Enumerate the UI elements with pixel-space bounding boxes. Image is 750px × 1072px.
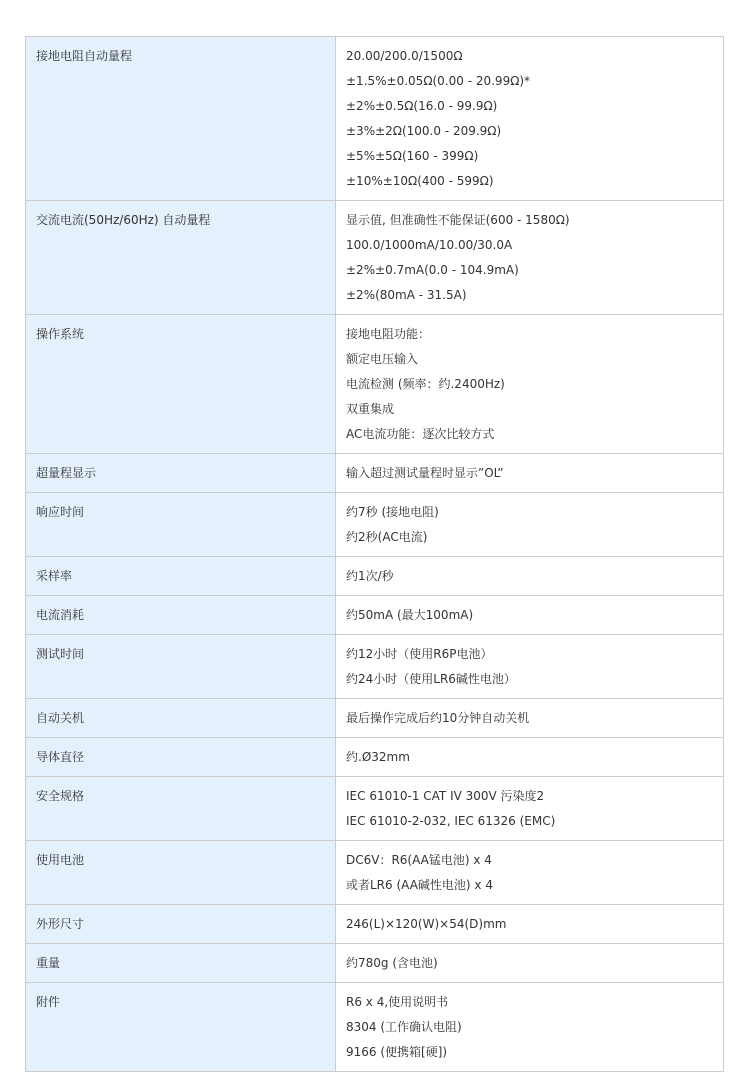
row-label-text: 附件 [36,995,61,1009]
row-value [336,201,724,315]
value-line: IEC 61010-1 CAT IV 300V 污染度2 [346,789,545,803]
row-value [336,493,724,557]
table-row [26,777,724,841]
value-line: ±10%±10Ω(400 - 599Ω) [346,174,494,188]
value-line: 约7秒 (接地电阻) [346,505,439,519]
value-line: 输入超过测试量程时显示”OL” [346,466,504,480]
row-label [26,777,336,841]
value-line: 20.00/200.0/1500Ω [346,49,463,63]
row-label-text: 测试时间 [36,647,85,661]
row-value [336,37,724,201]
spec-table [25,36,724,1072]
row-value [336,557,724,596]
row-label-text: 超量程显示 [36,466,97,480]
value-line: 接地电阻功能： [346,327,431,341]
value-line: 9166 (便携箱[硬]) [346,1045,448,1059]
row-label [26,315,336,454]
row-label-text: 响应时间 [36,505,85,519]
row-value [336,699,724,738]
row-label [26,944,336,983]
value-line: IEC 61010-2-032, IEC 61326 (EMC) [346,814,556,828]
row-label [26,557,336,596]
value-line: 约2秒(AC电流) [346,530,428,544]
value-line: ±3%±2Ω(100.0 - 209.9Ω) [346,124,502,138]
row-label-text: 安全规格 [36,789,85,803]
row-label-text: 使用电池 [36,853,85,867]
row-value [336,983,724,1072]
row-label [26,699,336,738]
row-label-text: 操作系统 [36,327,85,341]
row-label-text: 导体直径 [36,750,85,764]
value-line: 约24小时（使用LR6碱性电池） [346,672,516,686]
row-value [336,635,724,699]
value-line: 100.0/1000mA/10.00/30.0A [346,238,513,252]
value-line: 约780g (含电池) [346,956,438,970]
value-line: 246(L)×120(W)×54(D)mm [346,917,507,931]
row-label-text: 交流电流(50Hz/60Hz) 自动量程 [36,213,211,227]
value-line: ±2%±0.5Ω(16.0 - 99.9Ω) [346,99,498,113]
row-label [26,37,336,201]
row-label-text: 接地电阻自动量程 [36,49,133,63]
value-line: 显示值, 但准确性不能保证(600 - 1580Ω) [346,213,570,227]
value-line: 额定电压输入 [346,352,419,366]
table-row [26,493,724,557]
table-row [26,37,724,201]
row-label [26,201,336,315]
table-row [26,944,724,983]
value-line: DC6V：R6(AA锰电池) x 4 [346,853,492,867]
row-value [336,454,724,493]
row-value [336,315,724,454]
table-row [26,596,724,635]
row-label-text: 采样率 [36,569,73,583]
value-line: 约1次/秒 [346,569,394,583]
table-row [26,315,724,454]
table-row [26,841,724,905]
table-row [26,738,724,777]
value-line: 最后操作完成后约10分钟自动关机 [346,711,530,725]
spec-table-body [26,37,724,1072]
value-line: ±1.5%±0.05Ω(0.00 - 20.99Ω)* [346,74,531,88]
row-label [26,983,336,1072]
table-row [26,635,724,699]
value-line: 或者LR6 (AA碱性电池) x 4 [346,878,493,892]
table-row [26,699,724,738]
row-value [336,738,724,777]
table-row [26,983,724,1072]
value-line: AC电流功能：逐次比较方式 [346,427,495,441]
value-line: ±5%±5Ω(160 - 399Ω) [346,149,479,163]
value-line: 8304 (工作确认电阻) [346,1020,462,1034]
row-value [336,944,724,983]
value-line: 约.Ø32mm [346,750,410,764]
row-label-text: 重量 [36,956,61,970]
row-value [336,905,724,944]
row-label [26,738,336,777]
table-row [26,201,724,315]
table-row [26,905,724,944]
row-value [336,777,724,841]
row-label [26,454,336,493]
row-value [336,841,724,905]
row-label [26,841,336,905]
table-row [26,454,724,493]
value-line: 电流检测 (频率：约.2400Hz) [346,377,505,391]
row-label-text: 外形尺寸 [36,917,85,931]
value-line: 约50mA (最大100mA) [346,608,474,622]
row-label [26,493,336,557]
row-label-text: 自动关机 [36,711,85,725]
row-label-text: 电流消耗 [36,608,85,622]
row-value [336,596,724,635]
value-line: R6 x 4,使用说明书 [346,995,449,1009]
value-line: ±2%(80mA - 31.5A) [346,288,467,302]
value-line: 约12小时（使用R6P电池） [346,647,493,661]
table-row [26,557,724,596]
row-label [26,596,336,635]
value-line: ±2%±0.7mA(0.0 - 104.9mA) [346,263,519,277]
value-line: 双重集成 [346,402,395,416]
row-label [26,905,336,944]
row-label [26,635,336,699]
